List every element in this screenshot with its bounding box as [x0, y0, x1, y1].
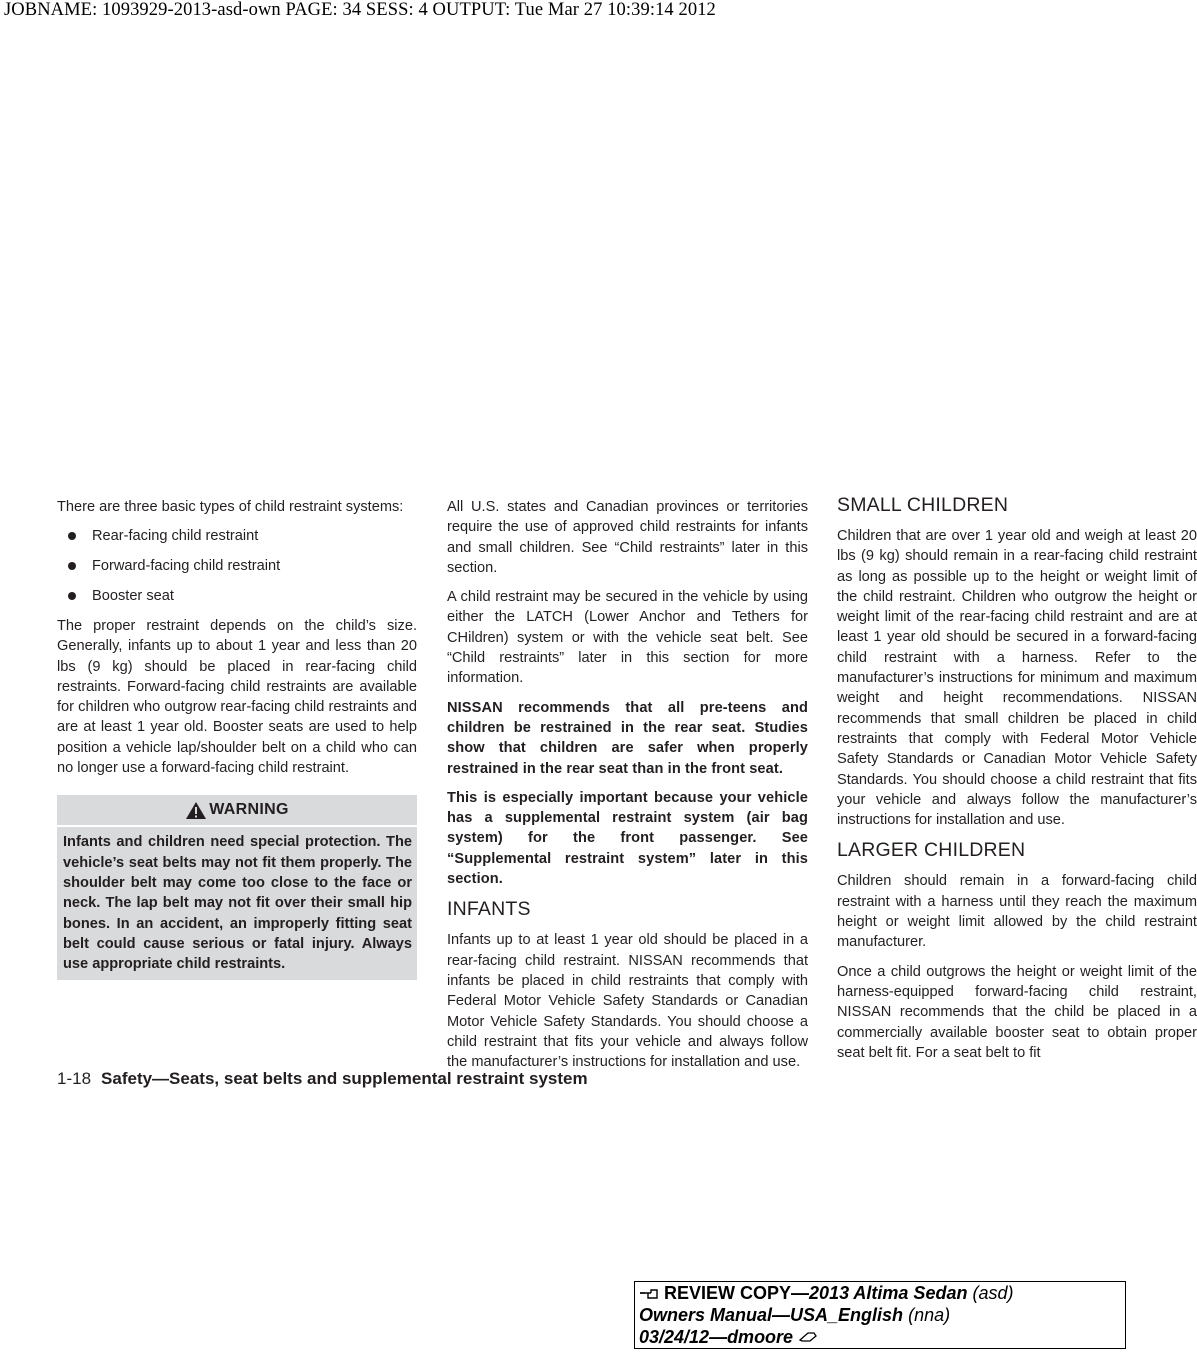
- warning-header: [57, 795, 417, 827]
- review-line-1: REVIEW COPY—2013 Altima Sedan (asd): [639, 1282, 1125, 1304]
- pointing-hand-icon: [639, 1286, 659, 1300]
- column-right: [837, 494, 1197, 1072]
- review-line-3: 03/24/12—dmoore: [639, 1326, 1125, 1348]
- bullet-icon: [68, 562, 76, 570]
- larger-children-paragraph-1: Children should remain in a forward-facing child restraint with a harness until they reach the maximum height or weight limit allowed by the child restraint manufacturer.: [837, 873, 1197, 951]
- writing-hand-icon: [798, 1330, 818, 1344]
- review-line-2: Owners Manual—USA_English (nna): [639, 1305, 951, 1325]
- intro-paragraph: There are three basic types of child restraint systems:: [57, 499, 404, 515]
- list-item: Rear-facing child restraint: [57, 526, 417, 546]
- page-number: 1-18: [57, 1069, 92, 1088]
- warning-text: Infants and children need special protection. The vehicle’s seat belts may not fit them properly. The shoulder belt may come too close to the face or neck. The lap belt may not fit over their small hip bones. In an accident, an improperly fitting seat belt could cause serious or fatal injury. Always use appropriate child restraints.: [63, 834, 412, 973]
- column-middle: [447, 497, 808, 1081]
- bullet-icon: [68, 592, 76, 600]
- larger-children-paragraph-2: Once a child outgrows the height or weight limit of the harness-equipped forward-facing child restraint, NISSAN recommends that the child be placed in a commercially available booster seat to obtain proper seat belt fit. For a seat belt to fit: [837, 963, 1197, 1061]
- larger-children-heading: LARGER CHILDREN: [837, 839, 1026, 862]
- small-children-heading: SMALL CHILDREN: [837, 494, 1009, 516]
- page-footer: [57, 1069, 588, 1089]
- infants-paragraph: Infants up to at least 1 year old should be placed in a rear-facing child restraint. NISSAN recommends that infants be placed in child restraints that comply with Federal Motor Vehicle Safety Standards or Canadian Motor Vehicle Safety Standards. You should choose a child restraint that fits your vehicle and always follow the manufacturer’s instructions for installation and use.: [447, 932, 808, 1071]
- section-title: Safety—Seats, seat belts and supplemental restraint system: [101, 1069, 588, 1088]
- list-item: Booster seat: [57, 586, 417, 606]
- review-copy-box: [634, 1281, 1126, 1349]
- list-item: Forward-facing child restraint: [57, 556, 417, 576]
- states-paragraph: All U.S. states and Canadian provinces or territories require the use of approved child restraints for infants and small children. See “Child restraints” later in this section.: [447, 499, 808, 576]
- restraint-types-list: [57, 526, 417, 606]
- latch-paragraph: A child restraint may be secured in the vehicle by using either the LATCH (Lower Anchor and Tethers for CHildren) system or with the vehicle seat belt. See “Child restraints” later in this section for more information.: [447, 589, 808, 687]
- job-header-line: JOBNAME: 1093929-2013-asd-own PAGE: 34 SESS: 4 OUTPUT: Tue Mar 27 10:39:14 2012: [4, 0, 716, 20]
- bullet-icon: [68, 532, 76, 540]
- rear-seat-recommendation: NISSAN recommends that all pre-teens and children be restrained in the rear seat. Studies show that children are safer when properly restrained in the rear seat than in the front seat.: [447, 699, 808, 777]
- small-children-paragraph: Children that are over 1 year old and weigh at least 20 lbs (9 kg) should remain in a rear-facing child restraint as long as possible up to the height or weight limit of the child restraint. Children who outgrow the height or weight limit of the rear-facing child restraint and are at least 1 year old should be secured in a forward-facing child restraint with a harness. Refer to the manufacturer’s instructions for minimum and maximum weight and height recommendations. NISSAN recommends that small children be placed in child restraints that comply with Federal Motor Vehicle Safety Standards or Canadian Motor Vehicle Safety Standards. You should choose a child restraint that fits your vehicle and always follow the manufacturer’s instructions for installation and use.: [837, 528, 1197, 829]
- warning-title: WARNING: [209, 801, 289, 819]
- restraint-size-paragraph: The proper restraint depends on the child’s size. Generally, infants up to about 1 year and less than 20 lbs (9 kg) should be placed in rear-facing child restraints. Forward-facing child restraints are available for children who outgrow rear-facing child restraints and are at least 1 year old. Booster seats are used to help position a vehicle lap/shoulder belt on a child who can no longer use a forward-facing child restraint.: [57, 617, 417, 777]
- infants-heading: INFANTS: [447, 898, 531, 921]
- airbag-note: This is especially important because your vehicle has a supplemental restraint system (air bag system) for the front passenger. See “Supplemental restraint system” later in this section.: [447, 789, 808, 888]
- warning-box: [57, 795, 417, 980]
- column-left: [57, 497, 417, 980]
- warning-triangle-icon: [185, 801, 207, 820]
